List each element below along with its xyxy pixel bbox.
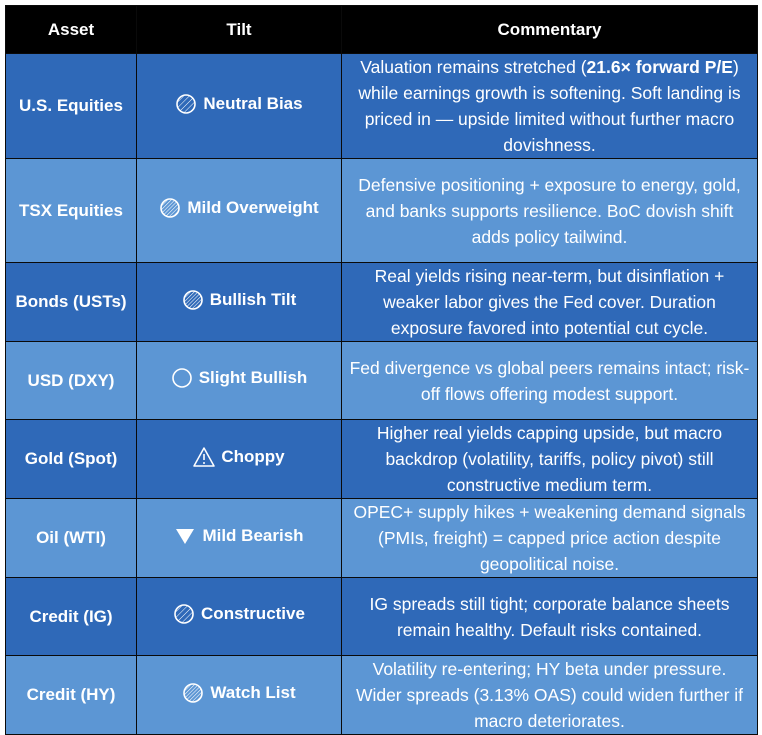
commentary-cell: Real yields rising near-term, but disinflation + weaker labor gives the Fed cover. Duration exposure favored into potential cut cycle. — [342, 263, 758, 342]
commentary-cell — [342, 54, 758, 159]
tilt-label: Choppy — [221, 446, 285, 466]
commentary-cell: Higher real yields capping upside, but macro backdrop (volatility, tariffs, policy pivot) still constructive medium term. — [342, 420, 758, 499]
table-row — [6, 420, 758, 499]
table-row — [6, 656, 758, 735]
asset-cell: TSX Equities — [6, 159, 137, 263]
tilt-cell — [137, 342, 342, 420]
table-header-row — [6, 6, 758, 54]
tilt-cell — [137, 420, 342, 499]
asset-cell: Gold (Spot) — [6, 420, 137, 499]
header-tilt: Tilt — [137, 6, 342, 54]
asset-cell: Bonds (USTs) — [6, 263, 137, 342]
tilt-label: Bullish Tilt — [209, 289, 297, 309]
commentary-highlight: 21.6× forward P/E — [586, 57, 733, 77]
commentary-cell: Volatility re-entering; HY beta under pressure. Wider spreads (3.13% OAS) could widen further if macro deteriorates. — [342, 656, 758, 735]
asset-cell: U.S. Equities — [6, 54, 137, 159]
header-asset: Asset — [6, 6, 137, 54]
table-row — [6, 54, 758, 159]
tilt-cell — [137, 499, 342, 578]
hatched-circle-icon — [173, 603, 195, 625]
tilt-label: Constructive — [201, 604, 305, 623]
tilt-label: Neutral Bias — [203, 93, 303, 113]
dense-hatched-circle-icon — [159, 197, 181, 219]
asset-tilt-table — [5, 5, 758, 735]
tilt-cell — [137, 159, 342, 263]
tilt-label: Mild Overweight — [187, 198, 319, 217]
commentary-cell: OPEC+ supply hikes + weakening demand signals (PMIs, freight) = capped price action despite geopolitical noise. — [342, 499, 758, 578]
table-row — [6, 499, 758, 578]
commentary-text: Valuation remains stretched ( — [360, 57, 587, 77]
commentary-cell: Defensive positioning + exposure to energy, gold, and banks supports resilience. BoC dovish shift adds policy tailwind. — [342, 159, 758, 263]
header-commentary: Commentary — [342, 6, 758, 54]
tilt-label: Mild Bearish — [202, 525, 304, 545]
table-row — [6, 342, 758, 420]
asset-cell: Credit (IG) — [6, 578, 137, 656]
asset-cell: USD (DXY) — [6, 342, 137, 420]
table-row — [6, 578, 758, 656]
tilt-label: Watch List — [210, 682, 296, 702]
tilt-label: Slight Bullish — [198, 368, 308, 387]
tilt-cell — [137, 263, 342, 342]
empty-circle-icon — [171, 367, 193, 389]
asset-tilt-table-container — [5, 5, 757, 735]
commentary-cell: Fed divergence vs global peers remains intact; risk-off flows offering modest support. — [342, 342, 758, 420]
down-triangle-icon — [174, 525, 196, 547]
outline-circle-hatched-icon — [175, 93, 197, 115]
commentary-text-cont: ) while earnings growth is softening. Soft landing is priced in — upside limited without further macro dovishness. — [358, 57, 741, 155]
table-row — [6, 159, 758, 263]
tilt-cell — [137, 54, 342, 159]
tilt-cell — [137, 578, 342, 656]
tilt-cell — [137, 656, 342, 735]
asset-cell: Oil (WTI) — [6, 499, 137, 578]
warning-triangle-icon — [193, 446, 215, 468]
dense-hatched-circle-icon — [182, 289, 204, 311]
table-row — [6, 263, 758, 342]
dense-hatched-circle-icon — [182, 682, 204, 704]
asset-cell: Credit (HY) — [6, 656, 137, 735]
commentary-cell: IG spreads still tight; corporate balance sheets remain healthy. Default risks contained. — [342, 578, 758, 656]
